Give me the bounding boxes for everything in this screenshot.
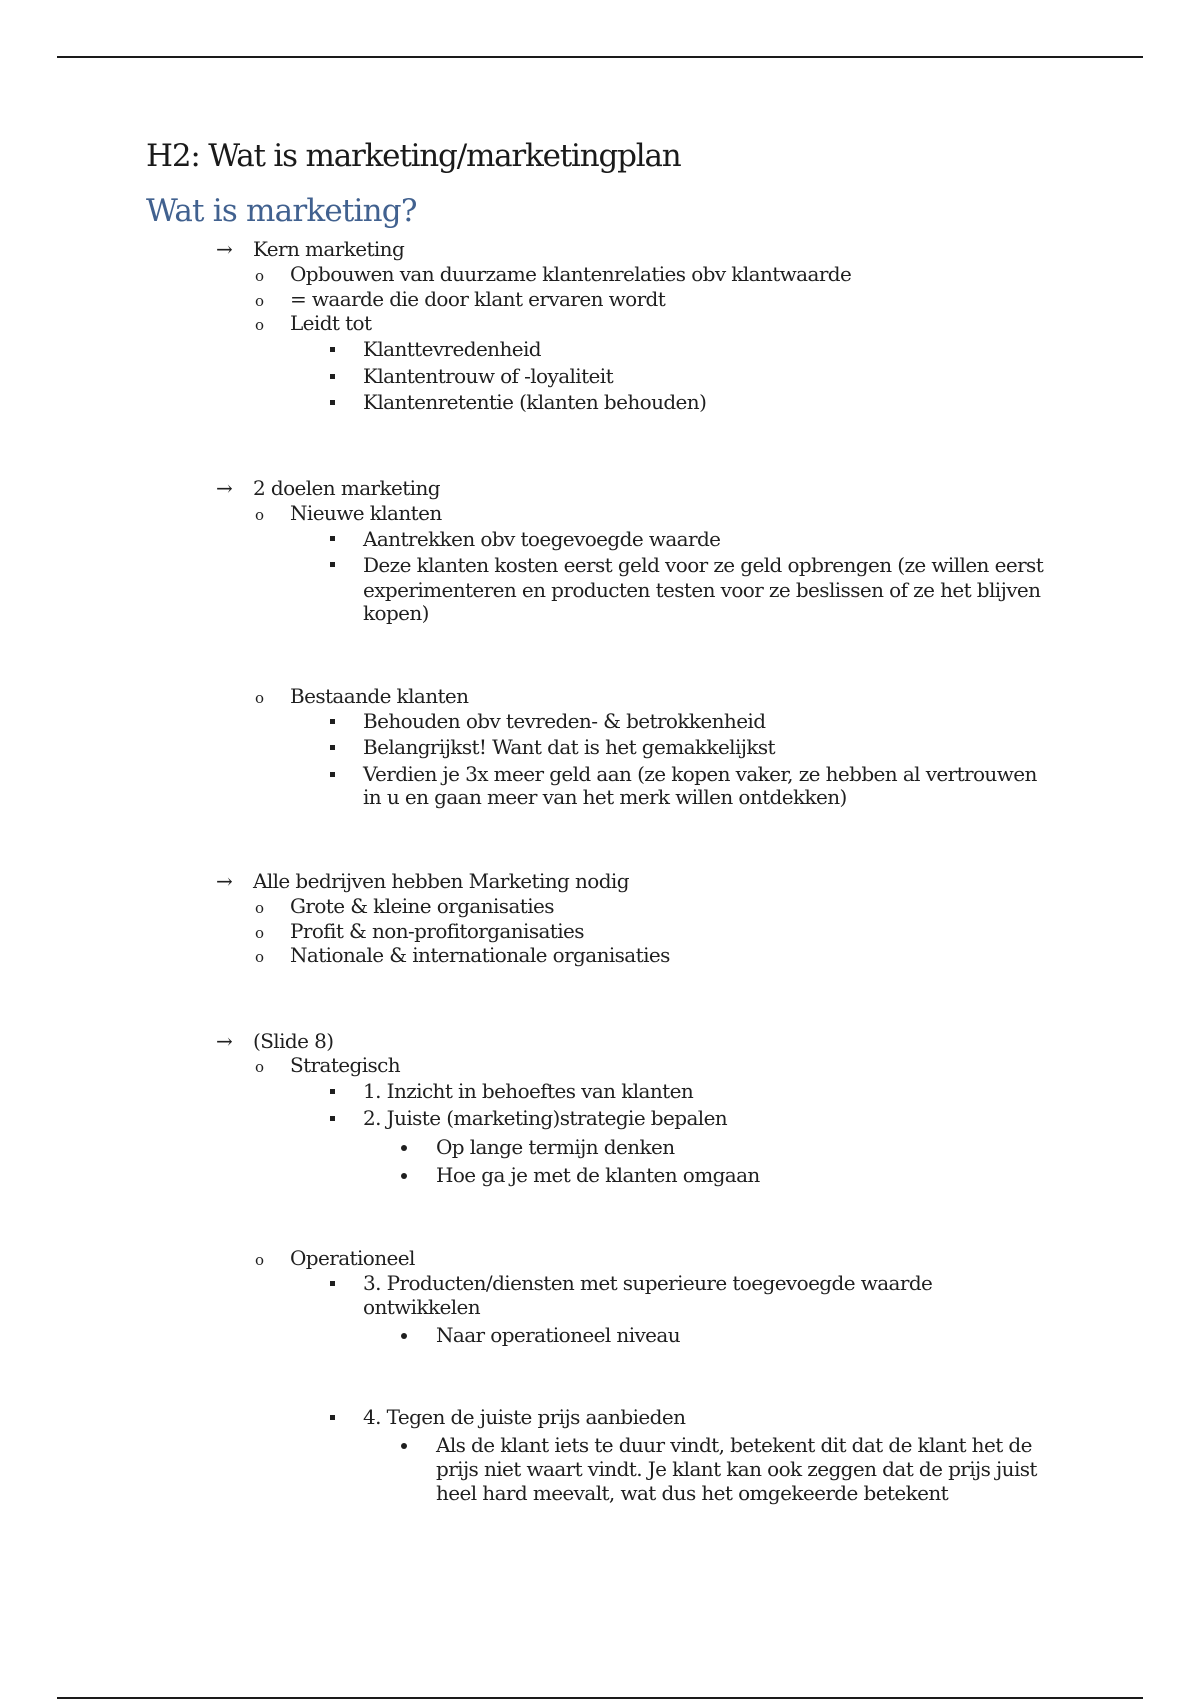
arrow-bullet-icon: → (216, 237, 233, 261)
dot-bullet-icon (401, 1145, 407, 1151)
dot-bullet-icon (401, 1173, 407, 1179)
slide8-label: (Slide 8) (253, 1029, 334, 1053)
square-bullet-icon (330, 400, 335, 405)
strategisch-item: 2. Juiste (marketing)strategie bepalen (363, 1106, 728, 1130)
circle-bullet-icon: o (255, 1058, 265, 1076)
square-bullet-icon (330, 347, 335, 352)
strategisch-sub-item: Hoe ga je met de klanten omgaan (436, 1163, 760, 1187)
circle-bullet-icon: o (255, 316, 265, 334)
bestaande-klanten-item-cont: in u en gaan meer van het merk willen ontdekken) (363, 785, 847, 809)
section-heading: Wat is marketing? (146, 193, 417, 229)
bestaande-klanten-item: Verdien je 3x meer geld aan (ze kopen vaker, ze hebben al vertrouwen (363, 762, 1037, 786)
square-bullet-icon (330, 1281, 335, 1286)
bedrijven-item: Nationale & internationale organisaties (290, 943, 670, 967)
operationeel-item: 4. Tegen de juiste prijs aanbieden (363, 1405, 686, 1429)
kern-label: Kern marketing (253, 237, 405, 261)
arrow-bullet-icon: → (216, 1029, 233, 1053)
circle-bullet-icon: o (255, 899, 265, 917)
nieuwe-klanten-item: Deze klanten kosten eerst geld voor ze geld opbrengen (ze willen eerst (363, 553, 1044, 577)
square-bullet-icon (330, 374, 335, 379)
arrow-bullet-icon: → (216, 869, 233, 893)
kern-item: = waarde die door klant ervaren wordt (290, 287, 666, 311)
strategisch-item: 1. Inzicht in behoeftes van klanten (363, 1079, 694, 1103)
nieuwe-klanten-label: Nieuwe klanten (290, 501, 442, 525)
document-title: H2: Wat is marketing/marketingplan (146, 138, 681, 174)
nieuwe-klanten-item-cont: experimenteren en producten testen voor ze beslissen of ze het blijven (363, 578, 1041, 602)
nieuwe-klanten-item-cont: kopen) (363, 601, 429, 625)
bestaande-klanten-label: Bestaande klanten (290, 684, 469, 708)
doelen-label: 2 doelen marketing (253, 476, 440, 500)
operationeel-sub-item: Naar operationeel niveau (436, 1323, 681, 1347)
circle-bullet-icon: o (255, 948, 265, 966)
circle-bullet-icon: o (255, 506, 265, 524)
operationeel-sub-item: Als de klant iets te duur vindt, betekent dit dat de klant het de (436, 1433, 1032, 1457)
circle-bullet-icon: o (255, 689, 265, 707)
leidt-tot-item: Klantenretentie (klanten behouden) (363, 390, 707, 414)
operationeel-label: Operationeel (290, 1246, 415, 1270)
square-bullet-icon (330, 1415, 335, 1420)
bedrijven-item: Grote & kleine organisaties (290, 894, 554, 918)
operationeel-sub-item-cont: prijs niet waart vindt. Je klant kan ook zeggen dat de prijs juist (436, 1457, 1037, 1481)
top-rule (57, 56, 1143, 58)
square-bullet-icon (330, 1116, 335, 1121)
dot-bullet-icon (401, 1333, 407, 1339)
square-bullet-icon (330, 1089, 335, 1094)
kern-item: Opbouwen van duurzame klantenrelaties obv klantwaarde (290, 262, 852, 286)
arrow-bullet-icon: → (216, 476, 233, 500)
bottom-rule (57, 1697, 1143, 1699)
bestaande-klanten-item: Belangrijkst! Want dat is het gemakkelijkst (363, 735, 775, 759)
operationeel-sub-item-cont: heel hard meevalt, wat dus het omgekeerde betekent (436, 1481, 949, 1505)
leidt-tot-item: Klantentrouw of -loyaliteit (363, 364, 614, 388)
circle-bullet-icon: o (255, 924, 265, 942)
circle-bullet-icon: o (255, 267, 265, 285)
square-bullet-icon (330, 536, 335, 541)
bedrijven-label: Alle bedrijven hebben Marketing nodig (253, 869, 629, 893)
circle-bullet-icon: o (255, 292, 265, 310)
strategisch-label: Strategisch (290, 1053, 401, 1077)
nieuwe-klanten-item: Aantrekken obv toegevoegde waarde (363, 527, 721, 551)
leidt-tot-item: Klanttevredenheid (363, 337, 541, 361)
operationeel-item: 3. Producten/diensten met superieure toegevoegde waarde (363, 1271, 933, 1295)
bestaande-klanten-item: Behouden obv tevreden- & betrokkenheid (363, 709, 766, 733)
operationeel-item-cont: ontwikkelen (363, 1295, 481, 1319)
strategisch-sub-item: Op lange termijn denken (436, 1135, 675, 1159)
dot-bullet-icon (401, 1443, 407, 1449)
circle-bullet-icon: o (255, 1251, 265, 1269)
square-bullet-icon (330, 562, 335, 567)
square-bullet-icon (330, 745, 335, 750)
bedrijven-item: Profit & non-profitorganisaties (290, 919, 584, 943)
square-bullet-icon (330, 719, 335, 724)
kern-item: Leidt tot (290, 311, 372, 335)
square-bullet-icon (330, 772, 335, 777)
